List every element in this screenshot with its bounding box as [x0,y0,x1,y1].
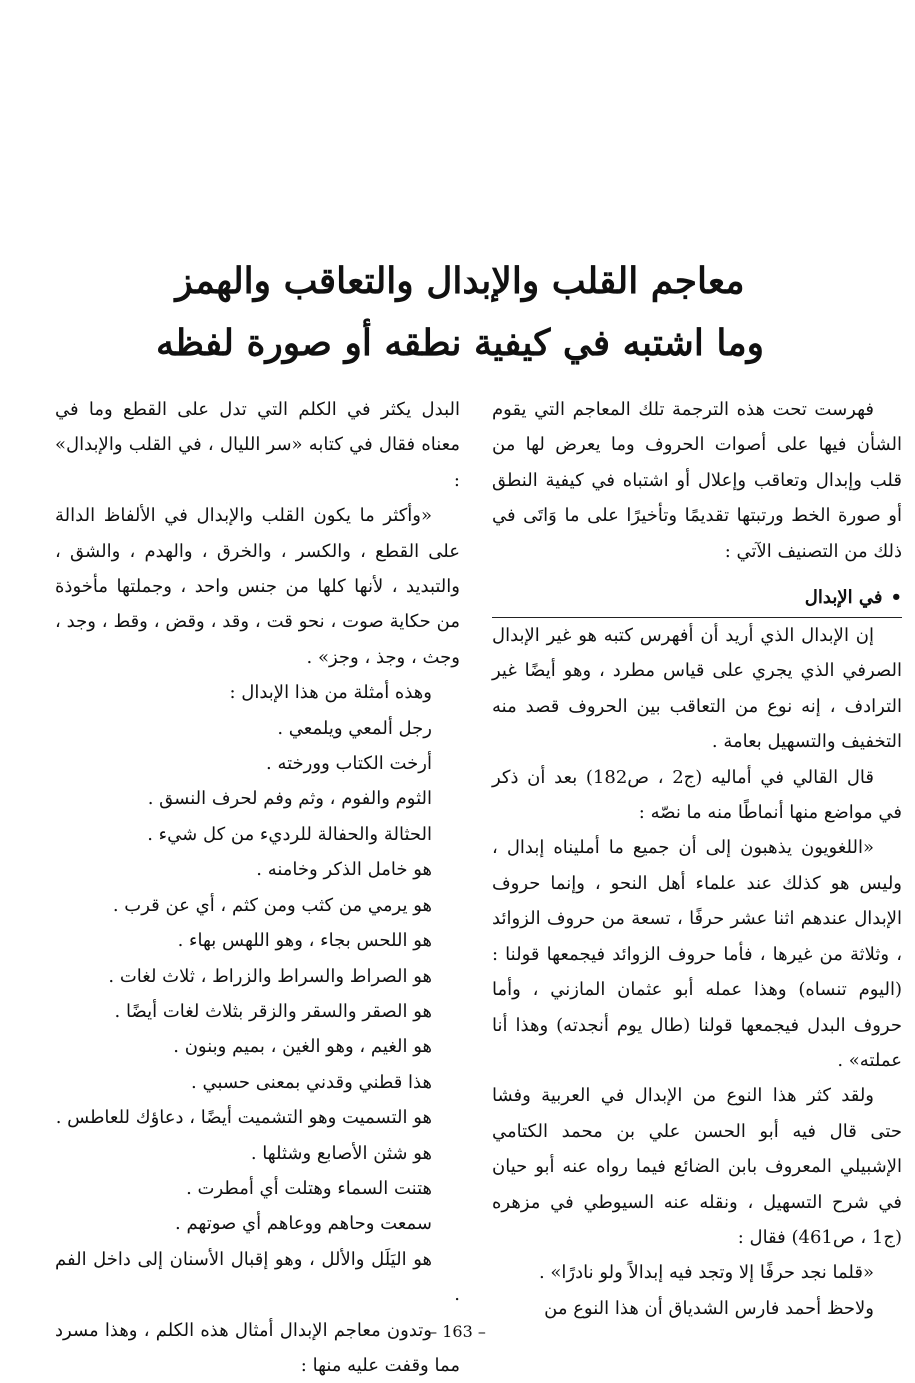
body-paragraph: وهذه أمثلة من هذا الإبدال : [229,682,432,704]
example-item: هو اللحس بجاء ، وهو اللهس بهاء . [177,930,432,952]
example-item: أرخت الكتاب وورخته . [266,753,432,775]
example-item: هو يرمي من كثب ومن كثم ، أي عن قرب . [112,894,432,916]
body-paragraph: ولاحظ أحمد فارس الشدياق أن هذا النوع من [544,1297,874,1319]
example-item: سمعت وحاهم ووعاهم أي صوتهم . [175,1213,432,1235]
example-item: هو خامل الذكر وخامنه . [256,859,432,881]
quote-paragraph: «قلما نجد حرفًا إلا وتجد فيه إبدالاً ولو نادرًا» . [538,1262,874,1284]
section-heading-text: في الإبدال [804,587,883,609]
example-item: هو الصراط والسراط والزراط ، ثلاث لغات . [108,965,432,987]
example-item: هو الصقر والسقر والزقر بثلاث لغات أيضًا . [114,1000,432,1022]
example-item: رجل ألمعي ويلمعي . [277,717,432,739]
body-paragraph: ولقد كثر هذا النوع من الإبدال في العربية وفشا حتى قال فيه أبو الحسن علي بن محمد الكتامي الإشبيلي المعروف بابن الضائع فيما رواه عنه أبو حيان في شرح التسهيل ، ونقله عنه السيوطي في مزهره (ج1 ، ص461) فقال : [492,1085,902,1248]
body-paragraph: إن الإبدال الذي أريد أن أفهرس كتبه هو غير الإبدال الصرفي الذي يجري على قياس مطرد ، وهو أيضًا غير الترادف ، إنه نوع من التعاقب بين الحروف قصد منه التخفيف والتسهيل بعامة . [492,625,902,753]
example-item: الحثالة والحفالة للرديء من كل شيء . [147,823,432,845]
example-item: هو التسميت وهو التشميت أيضًا ، دعاؤك للعاطس . [55,1107,432,1129]
section-heading [492,583,902,618]
closing-paragraph: وتدون معاجم الإبدال أمثال هذه الكلم ، وهذا مسرد مما وقفت عليه منها : [55,1319,460,1376]
page-number: – 163 – [429,1322,486,1341]
right-column [492,392,902,1326]
intro-paragraph: فهرست تحت هذه الترجمة تلك المعاجم التي يقوم الشأن فيها على أصوات الحروف وما يعرض لها من قلب وإبدال وتعاقب وإعلال أو اشتباه في كيفية النطق أو صورة الخط ورتبتها تقديمًا وتأخيرًا على ما وَاتَى في ذلك من التصنيف الآتي : [492,399,902,562]
title-line-2: وما اشتبه في كيفية نطقه أو صورة لفظه [155,322,765,364]
bullet-icon: • [890,587,902,609]
page-title [140,250,780,374]
example-item: الثوم والفوم ، وثم وفم لحرف النسق . [147,788,432,810]
left-column [55,392,460,1383]
quote-paragraph: «وأكثر ما يكون القلب والإبدال في الألفاظ الدالة على القطع ، والكسر ، والخرق ، والهدم ، والشق ، والتبديد ، لأنها كلها من جنس واحد ، وجملتها مأخوذة من حكاية صوت ، نحو قت ، وقد ، وقض ، وقط ، وجد ، وجث ، وجذ ، وجز» . [55,505,460,668]
title-line-1: معاجم القلب والإبدال والتعاقب والهمز [175,260,745,302]
example-item: هذا قطني وقدني بمعنى حسبي . [191,1071,432,1093]
example-item: هو الغيم ، وهو الغين ، بميم وبنون . [173,1036,432,1058]
example-item: هو شثن الأصابع وشثلها . [250,1142,432,1164]
example-item: هتنت السماء وهتلت أي أمطرت . [186,1177,432,1199]
example-item: هو اليَلَل والألل ، وهو إقبال الأسنان إلى داخل الفم . [55,1248,460,1306]
quote-paragraph: «اللغويون يذهبون إلى أن جميع ما أمليناه إبدال ، وليس هو كذلك عند علماء أهل النحو ، وإنما حروف الإبدال عندهم اثنا عشر حرفًا ، تسعة من حروف الزوائد ، وثلاثة من غيرها ، فأما حروف الزوائد فيجمعها قولنا : (اليوم تنساه) وهذا عمله أبو عثمان المازني ، وأما حروف البدل فيجمعها قولنا (طال يوم أنجدته) وهذا أنا عملته» . [492,837,902,1071]
body-paragraph: البدل يكثر في الكلم التي تدل على القطع وما في معناه فقال في كتابه «سر الليال ، في القلب والإبدال» : [55,399,460,491]
body-paragraph: قال القالي في أماليه (ج2 ، ص182) بعد أن ذكر في مواضع منها أنماطًا منه ما نصّه : [492,766,902,824]
